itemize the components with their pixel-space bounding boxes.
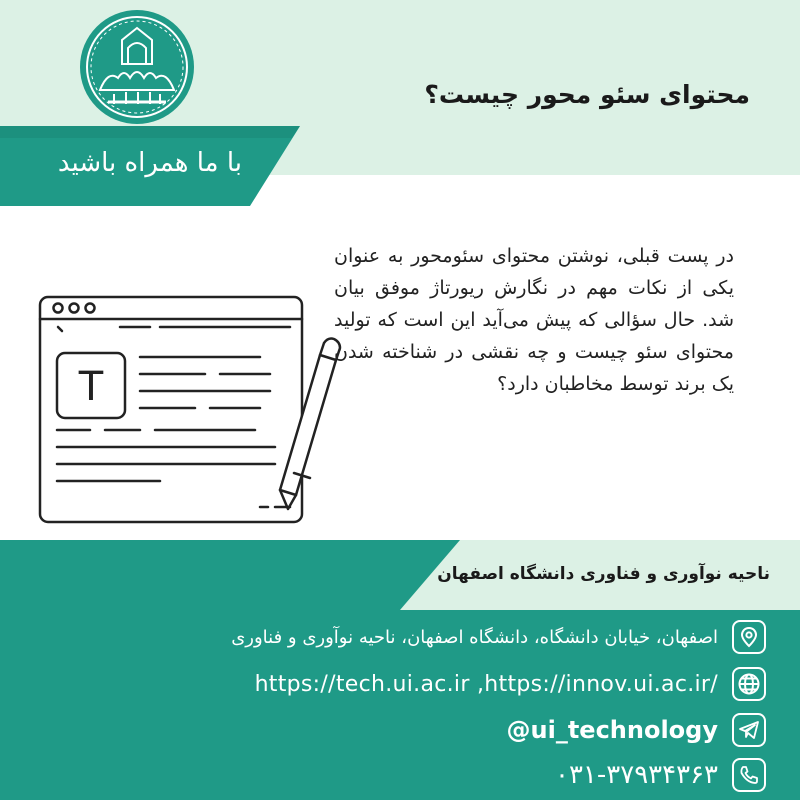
ribbon-banner bbox=[0, 126, 300, 206]
telegram-icon bbox=[732, 713, 766, 747]
contact-telegram bbox=[507, 711, 767, 749]
illustration-letter: T bbox=[78, 364, 104, 410]
phone-number[interactable]: ۰۳۱-۳۷۹۳۴۳۶۳ bbox=[555, 760, 718, 790]
page-title: محتوای سئو محور چیست؟ bbox=[424, 80, 750, 109]
university-seal-icon bbox=[78, 8, 196, 126]
contact-address bbox=[231, 618, 766, 656]
telegram-handle[interactable]: @ui_technology bbox=[506, 716, 718, 744]
globe-icon bbox=[732, 667, 766, 701]
phone-icon bbox=[732, 758, 766, 792]
contact-phone bbox=[555, 756, 766, 794]
location-pin-icon bbox=[732, 620, 766, 654]
organization-name: ناحیه نوآوری و فناوری دانشگاه اصفهان bbox=[437, 564, 770, 584]
contact-websites bbox=[255, 665, 766, 703]
article-body: در پست قبلی، نوشتن محتوای سئومحور به عنوان یکی از نکات مهم در نگارش ریورتاژ موفق بیان شد. حال سؤالی که پیش می‌آید این است که تولید محتوای سئو چیست و چه نقشی در شناخته شدن یک برند توسط مخاطبان دارد؟ bbox=[334, 245, 734, 395]
ribbon-text: با ما همراه باشید bbox=[57, 148, 242, 178]
browser-window-illustration-icon bbox=[30, 295, 360, 535]
websites-link[interactable]: https://tech.ui.ac.ir ,https://innov.ui.ac.ir/ bbox=[254, 671, 718, 697]
address-text: اصفهان، خیابان دانشگاه، دانشگاه اصفهان، ناحیه نوآوری و فناوری bbox=[231, 626, 718, 648]
